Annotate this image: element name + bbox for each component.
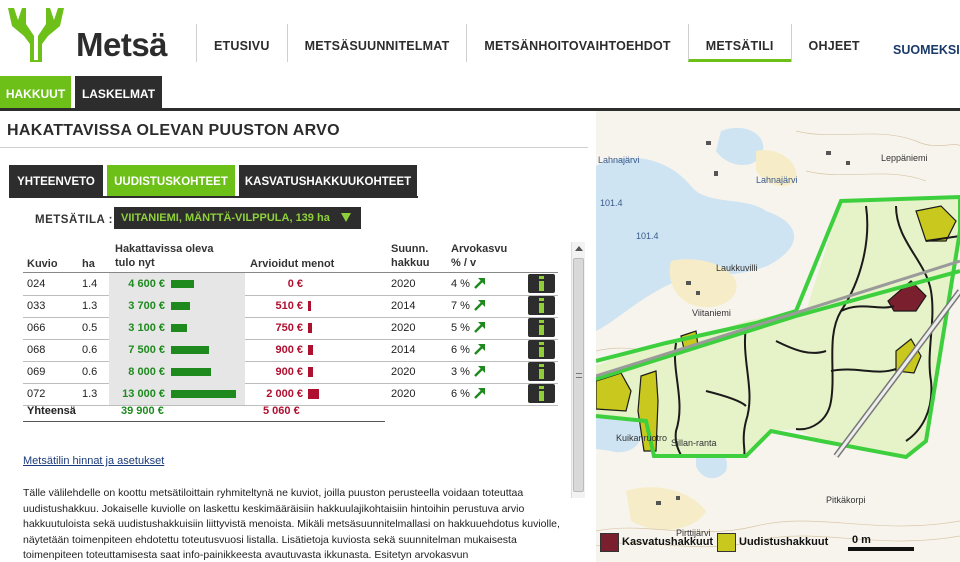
- info-button[interactable]: [528, 384, 555, 403]
- cell-menot: 900 €: [275, 344, 303, 356]
- legend-uudistus-swatch: [717, 533, 736, 552]
- table-scrollbar[interactable]: [571, 242, 585, 498]
- cell-menot: 900 €: [275, 366, 303, 378]
- trend-up-icon: [473, 276, 487, 290]
- map-label: Viitaniemi: [692, 308, 731, 318]
- info-button[interactable]: [528, 318, 555, 337]
- menot-bar: [308, 389, 319, 399]
- cell-kuvio: 072: [27, 388, 46, 400]
- map-label: 101.4: [600, 198, 623, 208]
- info-button[interactable]: [528, 296, 555, 315]
- moose-logo-icon: [4, 4, 68, 66]
- logo-text: Metsä: [76, 26, 168, 63]
- tulo-bar: [171, 346, 209, 354]
- nav-etusivu[interactable]: ETUSIVU: [196, 24, 287, 62]
- cell-hakkuu: 2020: [391, 388, 416, 400]
- map-label: 101.4: [636, 231, 659, 241]
- info-icon: [537, 276, 546, 291]
- total-menot: 5 060 €: [263, 405, 300, 417]
- cell-tulo: 7 500 €: [128, 344, 165, 356]
- map-label: Pitkäkorpi: [826, 495, 866, 505]
- info-icon: [537, 342, 546, 357]
- cell-arvokasvu: 5 %: [451, 322, 470, 334]
- tulo-bar: [171, 324, 187, 332]
- cell-menot: 2 000 €: [266, 388, 303, 400]
- total-line: [23, 421, 385, 422]
- settings-link[interactable]: Metsätilin hinnat ja asetukset: [23, 455, 165, 467]
- header-suunn-hakkuu[interactable]: Suunn. hakkuu: [391, 243, 430, 269]
- info-button[interactable]: [528, 362, 555, 381]
- tulo-bar: [171, 302, 190, 310]
- nav-ohjeet[interactable]: OHJEET: [791, 24, 877, 62]
- page-title: HAKATTAVISSA OLEVAN PUUSTON ARVO: [7, 122, 340, 139]
- table-row: [23, 383, 558, 405]
- menot-bar: [308, 323, 312, 333]
- map-label: Lahnajärvi: [756, 175, 798, 185]
- main-nav: [196, 24, 877, 64]
- menot-bar: [308, 301, 311, 311]
- map-label: Sillan-ranta: [671, 438, 717, 448]
- cell-hakkuu: 2014: [391, 300, 416, 312]
- trend-up-icon: [473, 386, 487, 400]
- cell-tulo: 4 600 €: [128, 278, 165, 290]
- cell-ha: 1.3: [82, 388, 98, 400]
- table-row: [23, 339, 558, 361]
- header-kuvio[interactable]: Kuvio: [27, 258, 58, 270]
- legend-uudistus-label: Uudistushakkuut: [739, 536, 829, 548]
- cell-arvokasvu: 7 %: [451, 300, 470, 312]
- map-label: Lahnajärvi: [598, 155, 640, 165]
- header-menot[interactable]: Arvioidut menot: [250, 258, 335, 270]
- map-label: Laukkuvilli: [716, 263, 758, 273]
- table-row: [23, 317, 558, 339]
- info-button[interactable]: [528, 340, 555, 359]
- table-row: [23, 273, 558, 295]
- map-scale-label: 0 m: [852, 534, 871, 546]
- logo[interactable]: [4, 4, 174, 66]
- cell-tulo: 8 000 €: [128, 366, 165, 378]
- nav-metsasuunnitelmat[interactable]: METSÄSUUNNITELMAT: [287, 24, 467, 62]
- header-arvokasvu[interactable]: Arvokasvu % / v: [451, 243, 508, 269]
- legend-kasvatus-label: Kasvatushakkuut: [622, 536, 714, 548]
- cell-ha: 0.6: [82, 366, 98, 378]
- cell-menot: 510 €: [275, 300, 303, 312]
- cell-tulo: 3 100 €: [128, 322, 165, 334]
- total-label: Yhteensä: [27, 405, 76, 417]
- total-tulo: 39 900 €: [121, 405, 164, 417]
- language-selector[interactable]: SUOMEKSI: [893, 43, 960, 57]
- info-icon: [537, 320, 546, 335]
- sub-tab-divider: [9, 196, 418, 198]
- scroll-thumb[interactable]: [573, 258, 584, 492]
- cell-tulo: 13 000 €: [122, 388, 165, 400]
- table-row: [23, 295, 558, 317]
- cell-hakkuu: 2020: [391, 322, 416, 334]
- map-label: Leppäniemi: [881, 153, 928, 163]
- header: [0, 0, 960, 76]
- map-canvas[interactable]: [596, 111, 960, 562]
- cell-kuvio: 066: [27, 322, 46, 334]
- info-icon: [537, 364, 546, 379]
- cell-hakkuu: 2020: [391, 366, 416, 378]
- cell-kuvio: 033: [27, 300, 46, 312]
- tulo-bar: [171, 390, 236, 398]
- scroll-up-icon[interactable]: [575, 246, 583, 251]
- cell-kuvio: 069: [27, 366, 46, 378]
- header-tulo[interactable]: Hakattavissa oleva tulo nyt: [115, 243, 214, 269]
- trend-up-icon: [473, 364, 487, 378]
- tab-laskelmat[interactable]: LASKELMAT: [75, 76, 162, 108]
- description-text: Tälle välilehdelle on koottu metsätiloittain ryhmiteltynä ne kuviot, joilla puuston perusteella voidaan toteuttaa uudistushakkuu. Jokaiselle kuviolle on laskettu keskimääräisiin hakkuulajikohtaisiin hintoihin perustuva arvio hakkuutuloista sekä uudistushakkuisiin liittyvistä menoista. Mikäli metsäsuunnitelmallasi on hakkuuehdotus kuviolle, näytetään toimenpiteen ehdotettu toteutusvuosi listalla. Lisätietoja kuviosta sekä suunnitelman mukaisesta toimenpiteen toteuttamisesta saat info-painikkeesta avautuvasta ikkunasta. Esitetyn arvokasvun: [23, 487, 560, 561]
- menot-bar: [308, 367, 313, 377]
- cell-ha: 1.4: [82, 278, 98, 290]
- tab-uudistuskohteet[interactable]: UUDISTUSKOHTEET: [107, 165, 235, 196]
- map-scale-bar: [848, 547, 914, 551]
- cell-hakkuu: 2014: [391, 344, 416, 356]
- tab-hakkuut[interactable]: HAKKUUT: [0, 76, 71, 108]
- cell-ha: 0.6: [82, 344, 98, 356]
- nav-metsanhoitovaihtoehdot[interactable]: METSÄNHOITOVAIHTOEHDOT: [466, 24, 687, 62]
- tab-yhteenveto[interactable]: YHTEENVETO: [9, 165, 103, 196]
- trend-up-icon: [473, 320, 487, 334]
- cell-menot: 0 €: [287, 278, 303, 290]
- info-icon: [537, 386, 546, 401]
- cell-arvokasvu: 6 %: [451, 344, 470, 356]
- cell-arvokasvu: 4 %: [451, 278, 470, 290]
- trend-up-icon: [473, 298, 487, 312]
- cell-ha: 1.3: [82, 300, 98, 312]
- scroll-grip-icon: [576, 373, 582, 378]
- metsatila-selected: VIITANIEMI, MÄNTTÄ-VILPPULA, 139 ha: [121, 212, 330, 224]
- menot-bar: [308, 345, 313, 355]
- map-view[interactable]: [596, 111, 960, 562]
- info-button[interactable]: [528, 274, 555, 293]
- tab-kasvatushakkuukohteet[interactable]: KASVATUSHAKKUUKOHTEET: [239, 165, 417, 196]
- cell-hakkuu: 2020: [391, 278, 416, 290]
- cell-ha: 0.5: [82, 322, 98, 334]
- metsatila-label: METSÄTILA :: [35, 214, 113, 226]
- total-row: [23, 403, 383, 421]
- cell-kuvio: 024: [27, 278, 46, 290]
- tulo-bar: [171, 280, 194, 288]
- trend-up-icon: [473, 342, 487, 356]
- metsatila-dropdown[interactable]: [114, 207, 361, 229]
- cell-arvokasvu: 6 %: [451, 388, 470, 400]
- info-icon: [537, 298, 546, 313]
- legend-kasvatus-swatch: [600, 533, 619, 552]
- map-label: Kuikanruotro: [616, 433, 668, 443]
- tulo-bar: [171, 368, 211, 376]
- cell-menot: 750 €: [275, 322, 303, 334]
- map-label: Pirttijärvi: [676, 528, 711, 538]
- header-ha[interactable]: ha: [82, 258, 95, 270]
- cell-tulo: 3 700 €: [128, 300, 165, 312]
- chevron-down-icon: [341, 213, 351, 222]
- cell-arvokasvu: 3 %: [451, 366, 470, 378]
- title-divider: [0, 147, 588, 148]
- nav-metsatili[interactable]: METSÄTILI: [688, 24, 791, 62]
- cell-kuvio: 068: [27, 344, 46, 356]
- table-row: [23, 361, 558, 383]
